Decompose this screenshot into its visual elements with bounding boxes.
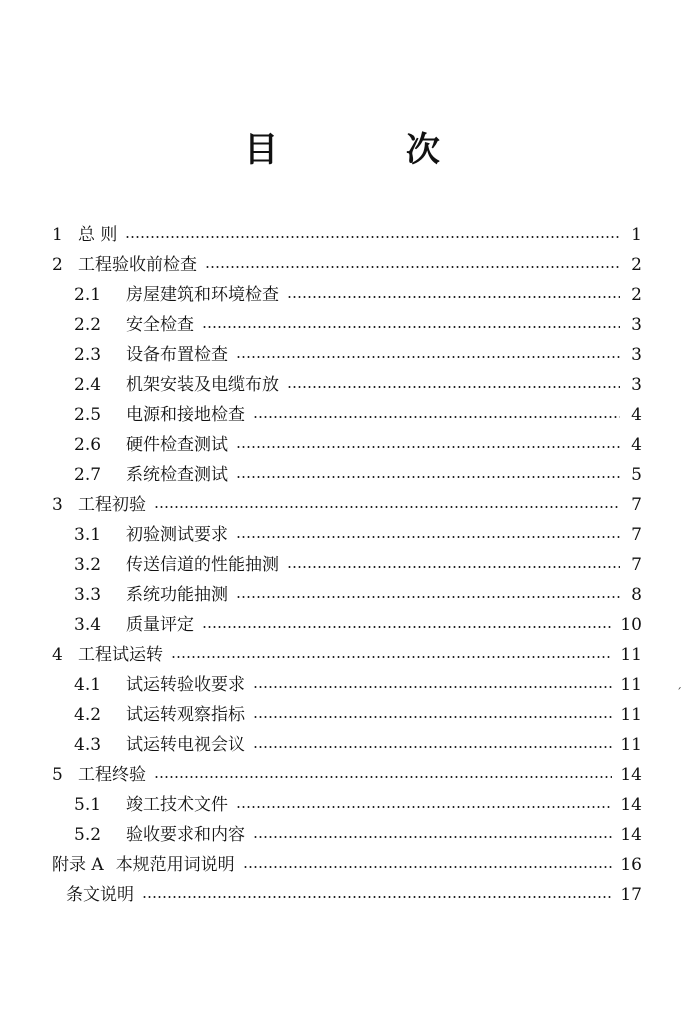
toc-entry (52, 610, 642, 640)
toc-entry-page: 3 (631, 375, 642, 395)
dot-leader (236, 356, 620, 358)
toc-entry-number: 2.5 (74, 405, 102, 425)
toc-entry-number: 3 (52, 495, 63, 515)
toc-entry (52, 730, 642, 760)
dot-leader (253, 716, 612, 718)
toc-entry-label: 传送信道的性能抽测 (126, 555, 279, 575)
toc-entry (52, 430, 642, 460)
toc-entry (52, 520, 642, 550)
toc-entry-label: 系统检查测试 (126, 465, 228, 485)
toc-entry (52, 550, 642, 580)
toc-entry-number: 4.2 (74, 705, 102, 725)
dot-leader (125, 236, 620, 238)
dot-leader (236, 476, 620, 478)
toc-entry-number: 5.2 (74, 825, 102, 845)
toc-entry-number: 5.1 (74, 795, 102, 815)
dot-leader (154, 776, 612, 778)
toc-entry (52, 670, 642, 700)
toc-entry-page: 7 (631, 525, 642, 545)
toc-entry-number: 3.1 (74, 525, 102, 545)
toc-entry-page: 8 (631, 585, 642, 605)
toc-entry-number: 2.2 (74, 315, 102, 335)
toc-entry-label: 硬件检查测试 (126, 435, 228, 455)
toc-entry-page: 11 (620, 645, 642, 665)
dot-leader (142, 896, 612, 898)
toc-entry (52, 850, 642, 880)
toc-entry-page: 14 (620, 795, 642, 815)
dot-leader (253, 836, 612, 838)
toc-entry-label: 验收要求和内容 (126, 825, 245, 845)
toc-entry-page: 2 (631, 285, 642, 305)
dot-leader (287, 386, 620, 388)
toc-entry-page: 10 (620, 615, 642, 635)
table-of-contents (52, 220, 642, 910)
toc-entry-number: 附录 A (52, 855, 104, 875)
dot-leader (243, 866, 613, 868)
dot-leader (202, 326, 620, 328)
toc-entry (52, 820, 642, 850)
dot-leader (287, 566, 620, 568)
toc-entry-page: 4 (631, 435, 642, 455)
toc-entry-label: 机架安装及电缆布放 (126, 375, 279, 395)
toc-entry-label: 试运转验收要求 (126, 675, 245, 695)
toc-entry-label: 电源和接地检查 (126, 405, 245, 425)
toc-entry-label: 安全检查 (126, 315, 194, 335)
toc-entry-label: 试运转电视会议 (126, 735, 245, 755)
toc-entry-label: 工程初验 (78, 495, 146, 515)
toc-entry-page: 14 (620, 825, 642, 845)
toc-entry-page: 11 (620, 675, 642, 695)
dot-leader (236, 806, 612, 808)
dot-leader (171, 656, 612, 658)
toc-entry-page: 11 (620, 735, 642, 755)
toc-entry-label: 工程终验 (78, 765, 146, 785)
toc-entry-label: 总 则 (78, 225, 118, 245)
toc-entry-number: 2.6 (74, 435, 102, 455)
toc-entry-page: 17 (620, 885, 642, 905)
toc-entry (52, 640, 642, 670)
toc-entry-label: 竣工技术文件 (126, 795, 228, 815)
toc-entry (52, 250, 642, 280)
toc-entry-number: 4.1 (74, 675, 102, 695)
toc-entry-page: 4 (631, 405, 642, 425)
toc-entry-page: 14 (620, 765, 642, 785)
toc-entry-page: 5 (631, 465, 642, 485)
toc-entry (52, 220, 642, 250)
toc-entry-number: 2.4 (74, 375, 102, 395)
dot-leader (205, 266, 620, 268)
toc-entry (52, 700, 642, 730)
toc-entry (52, 880, 642, 910)
toc-entry (52, 460, 642, 490)
toc-entry-page: 16 (620, 855, 642, 875)
dot-leader (236, 446, 620, 448)
toc-entry-page: 11 (620, 705, 642, 725)
dot-leader (287, 296, 620, 298)
dot-leader (253, 686, 612, 688)
toc-entry-page: 7 (631, 495, 642, 515)
toc-entry (52, 790, 642, 820)
toc-entry-label: 试运转观察指标 (126, 705, 245, 725)
toc-entry-number: 2.1 (74, 285, 102, 305)
toc-entry-label: 工程验收前检查 (78, 255, 197, 275)
toc-entry-number: 5 (52, 765, 63, 785)
toc-entry-page: 2 (631, 255, 642, 275)
toc-entry (52, 580, 642, 610)
toc-entry-label: 设备布置检查 (126, 345, 228, 365)
dot-leader (236, 536, 620, 538)
toc-entry (52, 400, 642, 430)
toc-entry (52, 760, 642, 790)
toc-entry-page: 7 (631, 555, 642, 575)
toc-entry-page: 3 (631, 315, 642, 335)
toc-entry-label: 系统功能抽测 (126, 585, 228, 605)
toc-entry-number: 2.7 (74, 465, 102, 485)
toc-entry-number: 2.3 (74, 345, 102, 365)
toc-entry (52, 370, 642, 400)
toc-entry-label: 质量评定 (126, 615, 194, 635)
toc-entry-label: 房屋建筑和环境检查 (126, 285, 279, 305)
toc-entry (52, 310, 642, 340)
toc-entry-page: 1 (631, 225, 642, 245)
dot-leader (202, 626, 612, 628)
toc-entry-number: 3.3 (74, 585, 102, 605)
toc-entry-number: 3.4 (74, 615, 102, 635)
dot-leader (253, 746, 612, 748)
toc-entry-number: 1 (52, 225, 63, 245)
dot-leader (236, 596, 620, 598)
toc-entry (52, 280, 642, 310)
toc-entry-label: 本规范用词说明 (115, 855, 235, 875)
dot-leader (154, 506, 620, 508)
toc-entry-number: 3.2 (74, 555, 102, 575)
toc-entry-number: 2 (52, 255, 63, 275)
dot-leader (253, 416, 620, 418)
scan-mark: ˊ (676, 686, 682, 700)
toc-entry-label: 条文说明 (66, 885, 134, 905)
page-title: 目 次 (244, 130, 498, 170)
toc-entry (52, 490, 642, 520)
toc-entry-number: 4 (52, 645, 63, 665)
toc-entry-page: 3 (631, 345, 642, 365)
toc-entry-label: 初验测试要求 (126, 525, 228, 545)
toc-entry (52, 340, 642, 370)
toc-entry-label: 工程试运转 (78, 645, 163, 665)
toc-entry-number: 4.3 (74, 735, 102, 755)
